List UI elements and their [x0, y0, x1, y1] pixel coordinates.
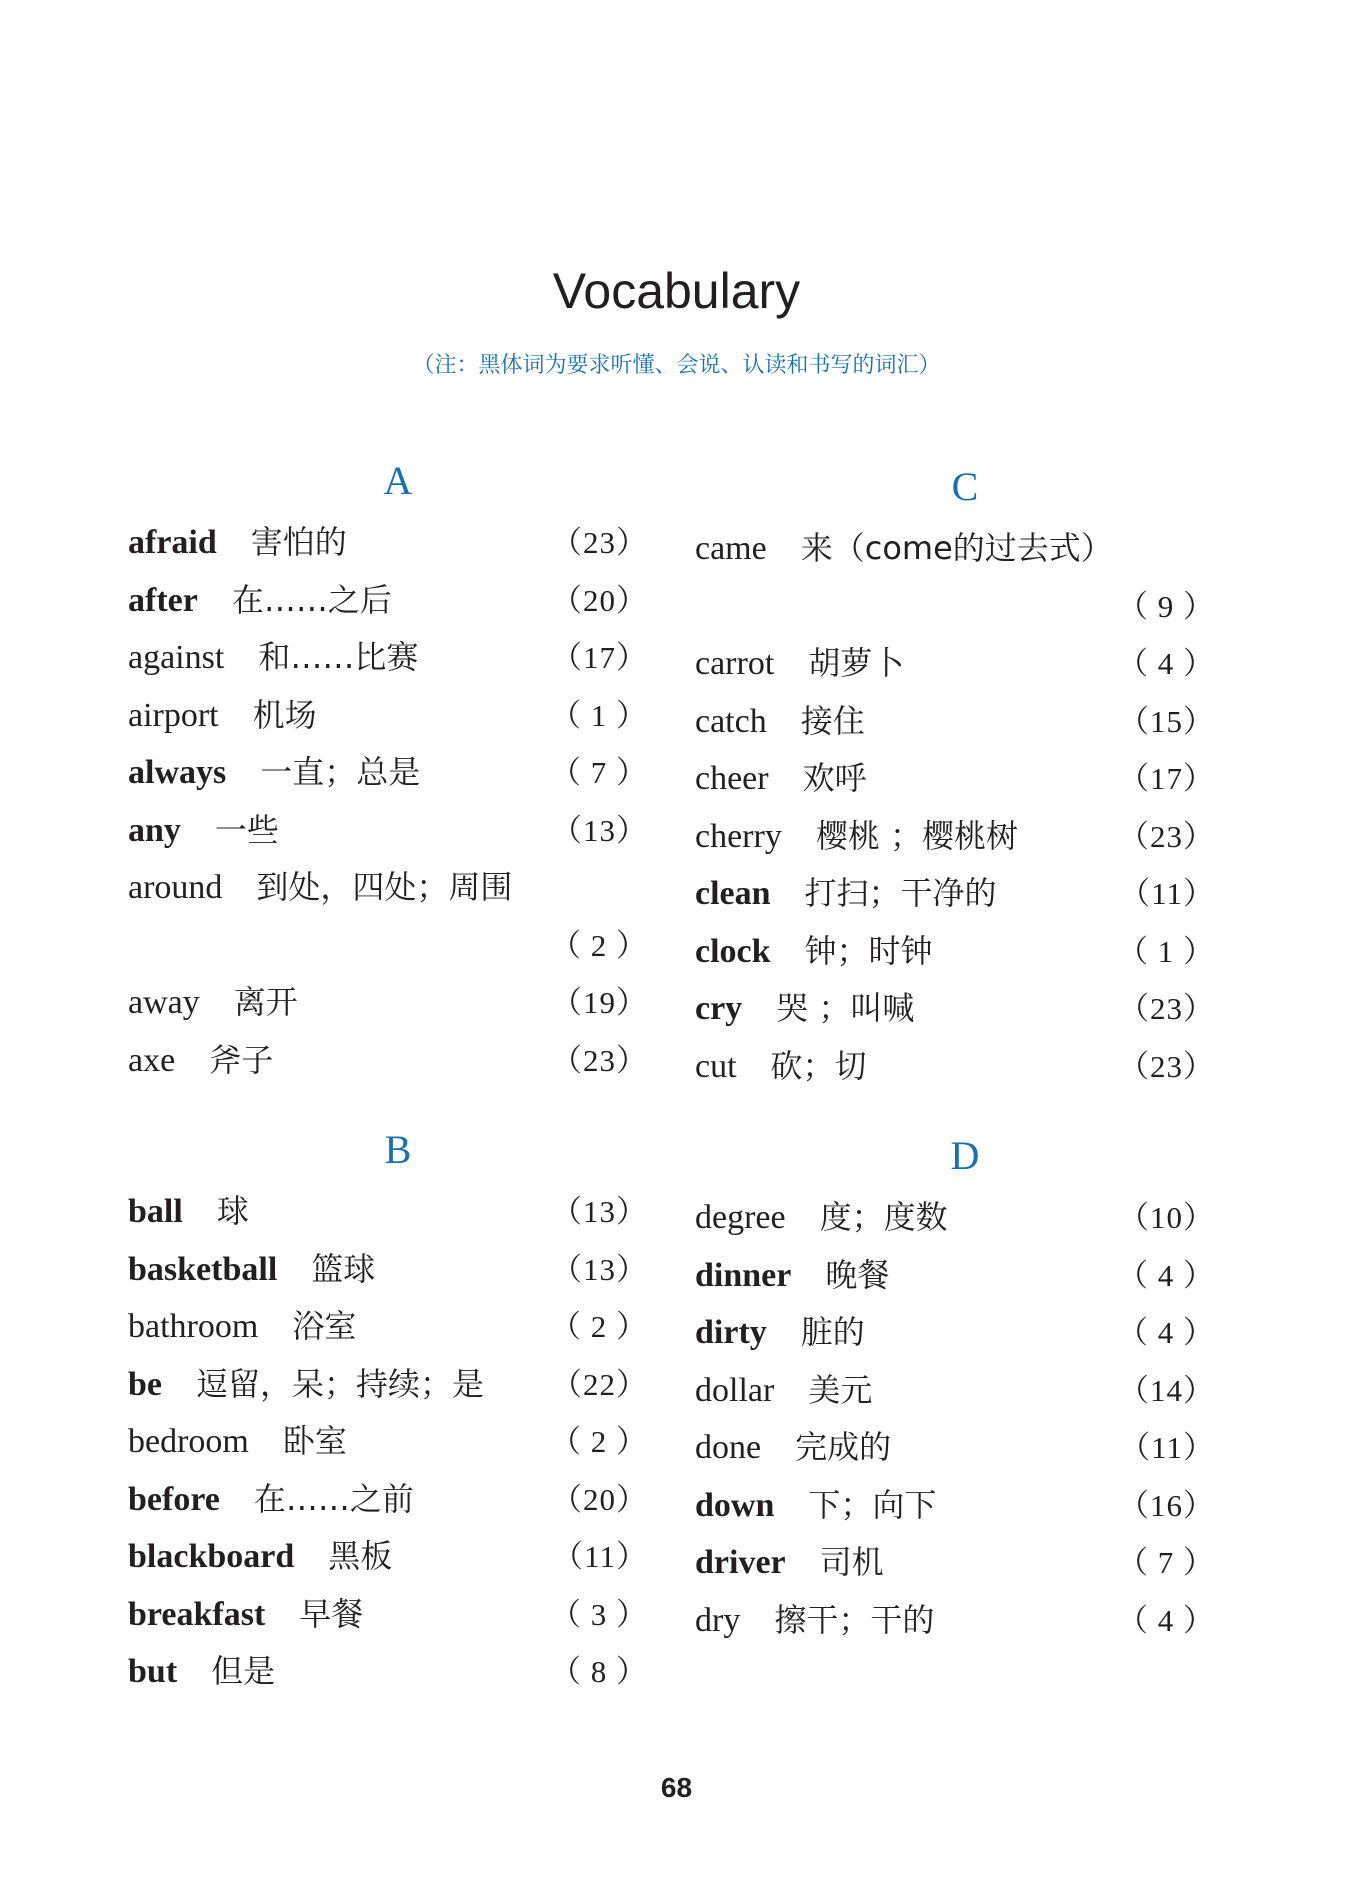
- vocab-unit-ref: （23）: [1118, 1048, 1215, 1084]
- vocab-unit-ref: （19）: [551, 985, 648, 1020]
- vocab-unit-ref: （23）: [551, 525, 648, 560]
- vocab-meaning: 篮球: [311, 1249, 376, 1288]
- vocab-meaning: 早餐: [299, 1594, 364, 1633]
- vocab-word: dinner: [695, 1256, 792, 1294]
- vocab-meaning: 哭 ；叫喊: [776, 989, 915, 1027]
- vocab-word: bathroom: [128, 1308, 259, 1345]
- vocab-word: blackboard: [128, 1538, 295, 1575]
- vocab-word: be: [128, 1365, 162, 1403]
- vocab-entry: [695, 1038, 1215, 1096]
- vocab-meaning: 来（come的过去式）: [800, 529, 1113, 567]
- vocab-entry: [695, 693, 1215, 751]
- section-letter: A: [383, 458, 413, 503]
- vocab-word: cry: [695, 990, 743, 1027]
- vocab-meaning: 胡萝卜: [808, 644, 905, 682]
- vocab-unit-ref: （11）: [1119, 876, 1215, 911]
- vocab-entry: [128, 1471, 648, 1529]
- vocab-unit-ref: （ 1 ）: [550, 697, 648, 733]
- section-b: [128, 1125, 648, 1701]
- vocab-entry: [695, 1362, 1215, 1420]
- vocab-entry: [695, 1304, 1215, 1362]
- vocab-entry: [695, 865, 1215, 923]
- vocab-word: bedroom: [128, 1423, 249, 1460]
- vocab-entry: [128, 974, 648, 1032]
- vocab-word: driver: [695, 1544, 786, 1581]
- vocab-entry: [128, 859, 648, 974]
- vocab-meaning: 一直；总是: [260, 753, 421, 791]
- vocab-word: cherry: [695, 817, 782, 855]
- vocab-entry: [128, 1413, 648, 1471]
- vocab-entry: [128, 1241, 648, 1299]
- vocab-unit-ref: （ 2 ）: [550, 1309, 648, 1344]
- vocab-unit-ref: （23）: [551, 1042, 648, 1078]
- vocab-entry: [128, 572, 648, 630]
- vocab-word: dollar: [695, 1371, 775, 1409]
- vocab-meaning: 害怕的: [250, 523, 347, 561]
- vocab-meaning: 球: [216, 1192, 249, 1230]
- vocab-meaning: 完成的: [795, 1428, 892, 1466]
- vocab-unit-ref: （10）: [1118, 1200, 1215, 1235]
- vocab-word: down: [695, 1486, 775, 1524]
- vocab-unit-ref: （20）: [551, 582, 648, 618]
- vocab-unit-ref: （11）: [552, 1539, 648, 1574]
- vocab-unit-ref: （16）: [1118, 1487, 1215, 1523]
- vocab-meaning: 接住: [800, 701, 865, 740]
- vocab-entry: [128, 687, 648, 745]
- vocab-entry: [128, 1183, 648, 1241]
- vocab-entry: [128, 514, 648, 572]
- vocab-unit-ref: （17）: [1118, 761, 1215, 796]
- vocab-word: done: [695, 1429, 762, 1466]
- vocab-entry: [695, 635, 1215, 693]
- vocab-word: axe: [128, 1041, 176, 1079]
- section-c: [695, 462, 1215, 1095]
- vocab-meaning: 逗留，呆；持续；是: [196, 1364, 485, 1403]
- vocab-unit-ref: （ 3 ）: [550, 1596, 648, 1632]
- vocab-entry: [128, 1032, 648, 1090]
- vocab-word: always: [128, 754, 227, 791]
- vocab-unit-ref: （ 2 ）: [550, 1424, 648, 1459]
- vocab-meaning: 离开: [233, 983, 298, 1021]
- vocab-unit-ref: （20）: [551, 1481, 648, 1517]
- vocab-unit-ref: （13）: [551, 812, 648, 848]
- vocab-meaning: 黑板: [328, 1537, 393, 1575]
- section-d: [695, 1131, 1215, 1649]
- vocab-meaning: 樱桃 ；樱桃树: [815, 816, 1019, 855]
- vocab-meaning: 钟；时钟: [804, 931, 933, 970]
- vocab-word: catch: [695, 702, 767, 740]
- vocab-word: breakfast: [128, 1595, 266, 1633]
- vocab-meaning: 打扫；干净的: [804, 874, 997, 912]
- vocab-unit-ref: （ 4 ）: [1117, 1257, 1215, 1293]
- vocab-unit-ref: （ 2 ）: [550, 927, 648, 963]
- left-column: [128, 456, 648, 1737]
- vocab-word: degree: [695, 1199, 786, 1236]
- vocab-meaning: 司机: [819, 1543, 884, 1581]
- vocab-unit-ref: （15）: [1118, 703, 1215, 739]
- vocab-unit-ref: （22）: [551, 1366, 648, 1402]
- vocabulary-note: （注：黑体词为要求听懂、会说、认读和书写的词汇）: [412, 353, 941, 378]
- vocab-unit-ref: （ 4 ）: [1117, 1315, 1215, 1350]
- vocab-unit-ref: （11）: [1119, 1430, 1215, 1465]
- vocab-meaning: 浴室: [292, 1307, 357, 1345]
- vocab-word: basketball: [128, 1250, 278, 1288]
- vocab-meaning: 度；度数: [819, 1198, 948, 1236]
- vocab-entry: [128, 1356, 648, 1414]
- vocab-meaning: 砍；切: [770, 1046, 867, 1085]
- vocab-word: carrot: [695, 645, 775, 682]
- vocab-meaning: 擦干；干的: [774, 1600, 935, 1639]
- vocab-meaning: 和……比赛: [258, 638, 419, 676]
- vocab-entry: [695, 923, 1215, 981]
- vocab-unit-ref: （14）: [1118, 1372, 1215, 1408]
- vocab-entry: [695, 1534, 1215, 1592]
- vocab-unit-ref: （13）: [551, 1251, 648, 1287]
- page-number: 68: [660, 1772, 693, 1803]
- vocab-meaning: 在……之后: [231, 580, 392, 619]
- vocab-meaning: 美元: [808, 1370, 873, 1409]
- vocab-meaning: 机场: [252, 695, 317, 734]
- page-title: Vocabulary: [552, 263, 801, 319]
- vocab-meaning: 在……之前: [253, 1479, 414, 1518]
- vocab-unit-ref: （23）: [1118, 991, 1215, 1026]
- vocab-meaning: 晚餐: [825, 1255, 890, 1294]
- vocab-word: before: [128, 1480, 220, 1518]
- vocab-word: clock: [695, 932, 771, 970]
- vocab-entry: [128, 744, 648, 802]
- vocab-meaning: 到处，四处；周围: [256, 868, 513, 906]
- vocab-entry: [128, 1586, 648, 1644]
- section-letter: B: [384, 1127, 412, 1172]
- vocab-unit-ref: （ 7 ）: [550, 755, 648, 790]
- section-letter: D: [950, 1133, 980, 1178]
- vocab-entry: [128, 802, 648, 860]
- vocab-entry: [695, 520, 1215, 635]
- vocab-meaning: 卧室: [282, 1422, 347, 1460]
- vocab-word: any: [128, 811, 181, 849]
- vocab-word: after: [128, 581, 198, 619]
- vocab-word: cut: [695, 1047, 737, 1085]
- vocab-entry: [695, 1419, 1215, 1477]
- vocab-entry: [128, 1528, 648, 1586]
- vocab-entry: [695, 1592, 1215, 1650]
- vocab-entry: [695, 750, 1215, 808]
- vocab-entry: [695, 808, 1215, 866]
- section-a: [128, 456, 648, 1089]
- vocab-word: dry: [695, 1601, 741, 1639]
- right-column: [695, 462, 1215, 1685]
- vocab-word: but: [128, 1653, 178, 1690]
- vocab-word: airport: [128, 696, 219, 734]
- vocab-unit-ref: （ 8 ）: [550, 1654, 648, 1689]
- vocab-word: clean: [695, 875, 771, 912]
- vocab-meaning: 下；向下: [808, 1485, 937, 1524]
- vocab-entry: [695, 1477, 1215, 1535]
- vocab-word: dirty: [695, 1314, 767, 1351]
- vocab-entry: [128, 1298, 648, 1356]
- vocab-meaning: 脏的: [800, 1313, 865, 1351]
- vocab-unit-ref: （23）: [1118, 818, 1215, 854]
- vocab-unit-ref: （ 4 ）: [1117, 646, 1215, 681]
- vocab-meaning: 一些: [214, 810, 279, 849]
- vocab-meaning: 欢呼: [802, 759, 867, 797]
- vocab-entry: [695, 1189, 1215, 1247]
- vocab-entry: [695, 1247, 1215, 1305]
- vocab-entry: [695, 980, 1215, 1038]
- vocab-unit-ref: （ 9 ）: [1117, 588, 1215, 624]
- vocab-word: against: [128, 639, 225, 676]
- vocab-unit-ref: （17）: [551, 640, 648, 675]
- vocab-meaning: 斧子: [209, 1040, 274, 1079]
- vocab-word: cheer: [695, 760, 769, 797]
- vocab-word: afraid: [128, 524, 217, 561]
- vocab-unit-ref: （ 4 ）: [1117, 1602, 1215, 1638]
- vocab-word: around: [128, 869, 223, 906]
- vocab-entry: [128, 1643, 648, 1701]
- vocab-unit-ref: （ 1 ）: [1117, 933, 1215, 969]
- vocab-word: away: [128, 984, 200, 1021]
- vocab-entry: [128, 629, 648, 687]
- vocab-unit-ref: （13）: [551, 1194, 648, 1229]
- vocab-word: ball: [128, 1193, 183, 1230]
- vocab-unit-ref: （ 7 ）: [1117, 1545, 1215, 1580]
- section-letter: C: [951, 464, 979, 509]
- vocab-meaning: 但是: [211, 1652, 276, 1690]
- vocab-word: came: [695, 530, 767, 567]
